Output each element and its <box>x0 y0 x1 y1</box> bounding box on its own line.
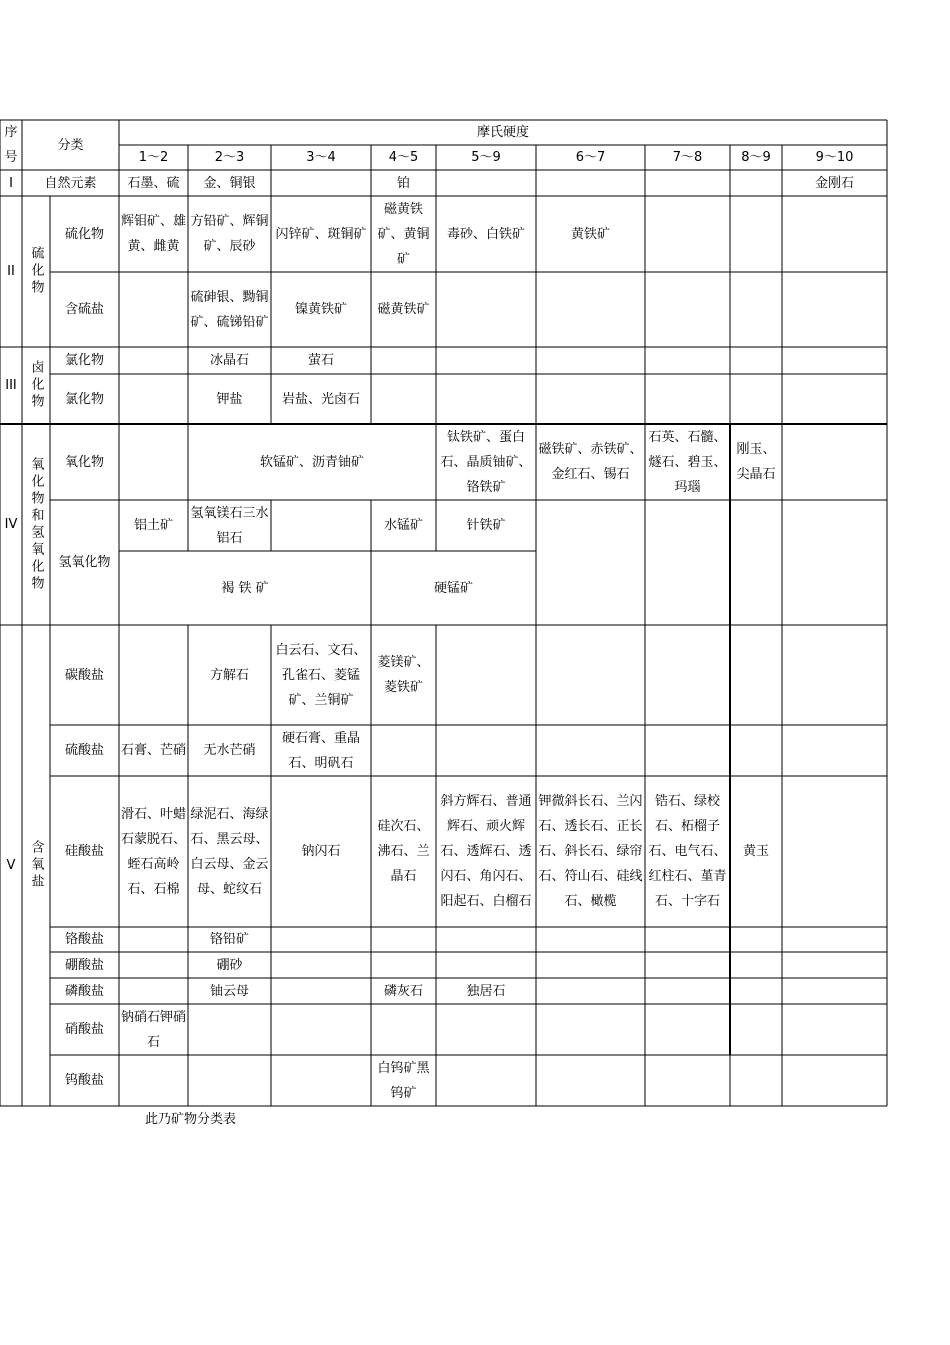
group-II-class: 硫化物 <box>28 246 44 297</box>
subclass-label: 钨酸盐 <box>64 1073 104 1088</box>
seq-header: 序号 <box>4 125 18 165</box>
mineral-cell: 硬锰矿 <box>433 580 473 596</box>
mineral-cell: 钛铁矿、蛋白石、晶质铀矿、铬铁矿 <box>440 429 532 495</box>
mineral-cell: 滑石、叶蜡石蒙脱石、蛭石高岭石、石棉 <box>120 806 186 897</box>
subclass-label: 氯化物 <box>64 391 104 407</box>
mineral-cell <box>188 1004 271 1055</box>
mineral-cell: 褐 铁 矿 <box>221 580 269 596</box>
mineral-cell: 方解石 <box>209 667 249 683</box>
mineral-cell <box>782 500 887 625</box>
mineral-cell <box>730 272 782 347</box>
mineral-cell <box>536 725 645 776</box>
subclass-label: 氯化物 <box>64 353 104 368</box>
hardness-range-6: 6～7 <box>575 150 606 165</box>
mineral-cell <box>119 424 188 500</box>
mineral-cell: 绿泥石、海绿石、黑云母、白云母、金云母、蛇纹石 <box>190 806 269 897</box>
mineral-cell <box>782 952 887 978</box>
mineral-cell <box>536 1004 645 1055</box>
mineral-cell <box>536 374 645 424</box>
hardness-range-9: 9～10 <box>815 150 854 165</box>
mineral-cell <box>436 952 536 978</box>
mineral-cell <box>730 1055 782 1106</box>
mineral-cell <box>436 374 536 424</box>
mineral-cell <box>436 1004 536 1055</box>
hardness-header: 摩氏硬度 <box>476 125 529 140</box>
mineral-cell <box>782 725 887 776</box>
mineral-cell: 石膏、芒硝 <box>120 743 186 758</box>
mineral-cell <box>782 196 887 272</box>
mineral-cell <box>119 374 188 424</box>
mineral-cell <box>436 927 536 952</box>
mineral-cell <box>371 347 436 374</box>
mineral-cell: 硅次石、沸石、兰晶石 <box>377 819 430 884</box>
subclass-label: 碳酸盐 <box>64 667 104 683</box>
category-header: 分类 <box>57 137 84 153</box>
mineral-cell: 菱镁矿、菱铁矿 <box>377 655 430 695</box>
mineral-cell <box>645 374 730 424</box>
mineral-cell: 硼砂 <box>216 957 243 973</box>
mineral-cell <box>782 1004 887 1055</box>
mineral-cell: 水锰矿 <box>383 518 423 533</box>
mineral-cell <box>645 952 730 978</box>
mineral-cell <box>730 1004 782 1055</box>
mineral-cell: 磁铁矿、赤铁矿、金红石、锡石 <box>538 442 643 482</box>
mineral-cell <box>271 1055 371 1106</box>
mineral-cell: 白钨矿黑钨矿 <box>377 1060 430 1101</box>
mineral-cell: 铂 <box>396 175 410 191</box>
mineral-cell <box>436 725 536 776</box>
mineral-cell <box>371 927 436 952</box>
mineral-cell <box>782 272 887 347</box>
subclass-label: 铬酸盐 <box>64 932 104 947</box>
group-IV-class: 氧化物和氢氧化物 <box>28 456 44 593</box>
hardness-range-5: 5～9 <box>471 150 501 165</box>
mineral-cell <box>782 374 887 424</box>
mineral-cell: 黄铁矿 <box>570 226 610 242</box>
mineral-cell: 岩盐、光卤石 <box>281 391 360 407</box>
mineral-cell <box>271 1004 371 1055</box>
mineral-cell: 毒砂、白铁矿 <box>446 226 525 242</box>
mineral-cell <box>730 725 782 776</box>
mineral-cell <box>645 625 730 725</box>
mineral-cell <box>271 952 371 978</box>
mineral-cell: 萤石 <box>307 353 334 368</box>
mineral-cell <box>730 500 782 625</box>
subclass-label: 氢氧化物 <box>58 555 111 570</box>
mineral-cell <box>188 1055 271 1106</box>
mineral-cell <box>782 1055 887 1106</box>
mineral-cell: 钠闪石 <box>301 844 341 859</box>
subclass-label: 硫酸盐 <box>64 743 104 758</box>
mineral-cell <box>119 347 188 374</box>
mineral-cell: 金、铜银 <box>203 175 256 191</box>
mineral-cell <box>782 978 887 1004</box>
mineral-cell <box>436 170 536 196</box>
mineral-cell <box>645 978 730 1004</box>
mineral-cell <box>645 1055 730 1106</box>
group-I-category: 自然元素 <box>44 175 97 191</box>
mineral-cell: 黄玉 <box>742 844 769 859</box>
mineral-cell: 镍黄铁矿 <box>294 302 347 317</box>
hardness-range-7: 7～8 <box>672 150 703 165</box>
mineral-cell: 辉钼矿、雄黄、雌黄 <box>120 214 186 254</box>
mineral-cell: 磁黄铁矿 <box>377 302 430 317</box>
mineral-cell <box>782 347 887 374</box>
mineral-cell <box>371 952 436 978</box>
subclass-label: 硫化物 <box>64 226 104 242</box>
mineral-cell <box>371 374 436 424</box>
mineral-cell <box>536 927 645 952</box>
mineral-cell: 方铅矿、辉铜矿、辰砂 <box>190 214 269 254</box>
mineral-cell: 斜方辉石、普通辉石、顽火辉石、透辉石、透闪石、角闪石、阳起石、白榴石 <box>440 794 532 909</box>
mineral-cell <box>645 927 730 952</box>
subclass-label: 硝酸盐 <box>64 1022 104 1037</box>
mineral-cell <box>645 725 730 776</box>
mineral-cell: 钾微斜长石、兰闪石、透长石、正长石、斜长石、绿帘石、符山石、硅线石、橄榄 <box>538 794 643 909</box>
mineral-cell: 钠硝石钾硝石 <box>120 1009 186 1050</box>
mineral-cell: 氢氧镁石三水铝石 <box>190 505 269 546</box>
mineral-cell <box>436 1055 536 1106</box>
mineral-cell <box>271 170 371 196</box>
mineral-cell <box>436 625 536 725</box>
mineral-cell <box>730 196 782 272</box>
mineral-cell <box>536 170 645 196</box>
mineral-cell: 无水芒硝 <box>203 743 256 758</box>
mineral-cell <box>271 500 371 551</box>
mineral-cell: 石英、石髓、燧石、碧玉、玛瑙 <box>648 429 727 495</box>
mineral-cell <box>536 347 645 374</box>
mineral-cell: 刚玉、尖晶石 <box>736 442 776 482</box>
mineral-cell <box>645 170 730 196</box>
mineral-cell <box>730 927 782 952</box>
mineral-cell <box>782 927 887 952</box>
mineral-cell <box>536 952 645 978</box>
mineral-cell: 铀云母 <box>209 983 249 999</box>
mineral-cell <box>119 1055 188 1106</box>
mineral-cell: 金刚石 <box>814 175 854 191</box>
mineral-cell <box>730 374 782 424</box>
mineral-cell <box>645 1004 730 1055</box>
mineral-cell: 针铁矿 <box>466 518 506 533</box>
mineral-cell <box>645 500 730 625</box>
mineral-cell <box>371 725 436 776</box>
hardness-range-1: 1～2 <box>138 150 169 165</box>
mineral-cell <box>536 978 645 1004</box>
mineral-cell <box>782 776 887 927</box>
group-I-numeral: I <box>9 175 13 191</box>
mineral-cell <box>730 625 782 725</box>
mineral-cell: 白云石、文石、孔雀石、菱锰矿、兰铜矿 <box>275 642 367 708</box>
mineral-cell <box>119 952 188 978</box>
table-caption: 此乃矿物分类表 <box>145 1112 237 1127</box>
mineral-cell: 磷灰石 <box>383 983 423 999</box>
mineral-cell: 钾盐 <box>216 391 243 407</box>
group-IV-numeral: IV <box>4 517 18 532</box>
mineral-cell <box>371 1004 436 1055</box>
mineral-cell <box>536 625 645 725</box>
mineral-cell <box>782 625 887 725</box>
subclass-label: 硅酸盐 <box>64 844 104 859</box>
mineral-cell <box>119 927 188 952</box>
subclass-label: 氧化物 <box>64 454 104 470</box>
group-V-class: 含氧盐 <box>28 840 44 891</box>
mineral-cell <box>536 500 645 625</box>
mineral-cell: 独居石 <box>466 983 506 999</box>
mineral-cell: 锆石、绿校石、柘榴子石、电气石、红柱石、堇青石、十字石 <box>648 794 727 909</box>
group-II-numeral: II <box>7 264 15 279</box>
mineral-cell: 硫砷银、黝铜矿、硫锑铅矿 <box>190 289 269 330</box>
group-III-class: 卤化物 <box>28 360 44 411</box>
hardness-range-4: 4～5 <box>388 150 419 165</box>
mineral-cell <box>730 952 782 978</box>
group-V-numeral: V <box>6 858 16 873</box>
mineral-cell: 冰晶石 <box>209 353 249 368</box>
mineral-cell <box>536 272 645 347</box>
mineral-cell: 磁黄铁矿、黄铜矿 <box>377 201 430 267</box>
mineral-cell <box>730 978 782 1004</box>
hardness-range-2: 2～3 <box>214 150 245 165</box>
mineral-cell <box>271 978 371 1004</box>
mineral-cell: 铬铅矿 <box>209 932 249 947</box>
mineral-cell <box>119 978 188 1004</box>
mineral-cell: 铝土矿 <box>133 518 173 533</box>
mineral-cell: 石墨、硫 <box>127 175 180 191</box>
group-III-numeral: III <box>5 378 17 393</box>
hardness-range-8: 8～9 <box>741 150 771 165</box>
subclass-label: 硼酸盐 <box>64 957 104 973</box>
mineral-cell <box>645 196 730 272</box>
mineral-cell <box>119 272 188 347</box>
mineral-cell <box>782 424 887 500</box>
mineral-cell <box>436 347 536 374</box>
subclass-label: 含硫盐 <box>64 302 104 317</box>
mineral-cell <box>730 170 782 196</box>
mineral-cell <box>119 625 188 725</box>
mineral-cell: 软锰矿、沥青铀矿 <box>259 454 364 470</box>
mineral-cell <box>645 272 730 347</box>
mineral-cell <box>645 347 730 374</box>
mineral-cell <box>536 1055 645 1106</box>
mineral-cell: 硬石膏、重晶石、明矾石 <box>281 730 360 771</box>
mineral-cell: 闪锌矿、斑铜矿 <box>275 226 367 242</box>
mineral-cell <box>730 347 782 374</box>
mineral-cell <box>271 927 371 952</box>
subclass-label: 磷酸盐 <box>64 983 104 999</box>
mineral-cell <box>436 272 536 347</box>
hardness-range-3: 3～4 <box>306 150 336 165</box>
